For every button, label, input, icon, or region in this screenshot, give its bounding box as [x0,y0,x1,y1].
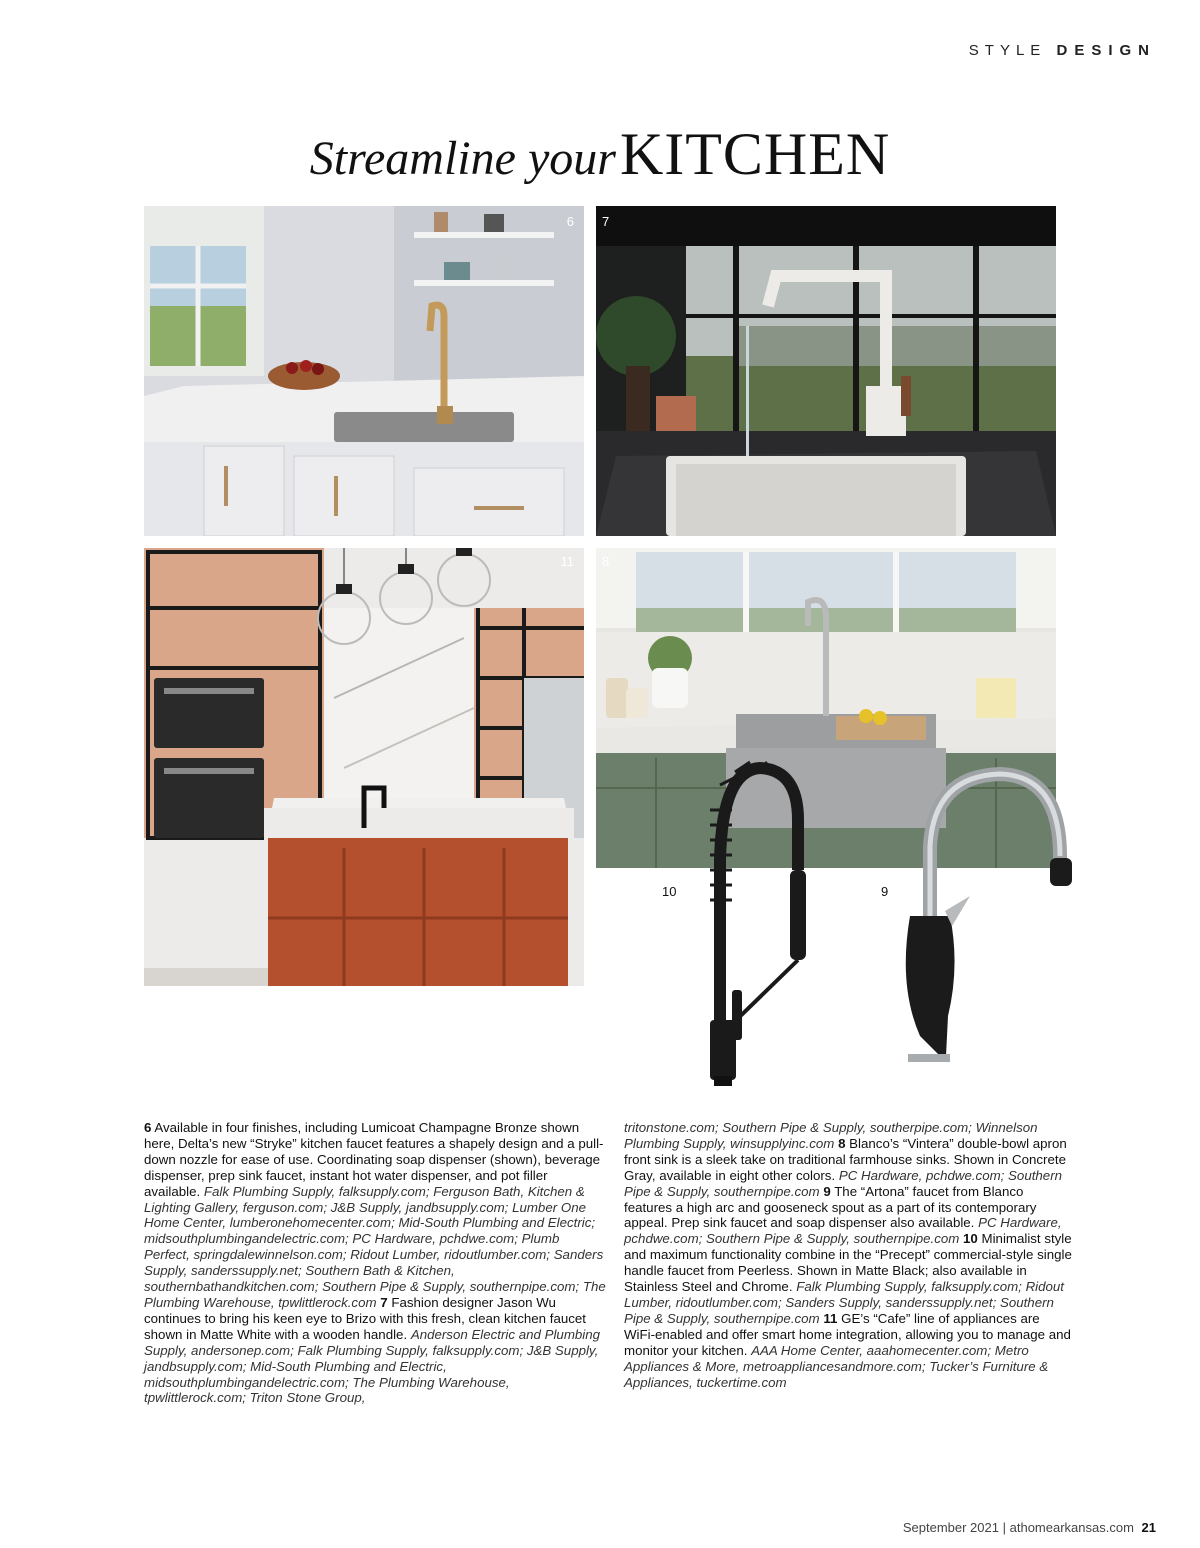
caption-number-9: 9 [819,1183,831,1199]
photo-ge-cafe-kitchen [144,548,584,986]
text-column-left [144,1120,606,1406]
footer-issue: September 2021 [902,1520,999,1535]
product-artona-faucet [890,766,1080,1066]
footer-divider: | [1002,1520,1006,1535]
caption-7-retailers-continued: tritonstone.com; Southern Pipe & Supply, southerpipe.com; Winnelson Plumbing Supply, winsupplyinc.com [624,1120,1038,1151]
caption-number-6: 6 [144,1120,152,1135]
page-title [0,120,1200,189]
caption-6-text: Available in four finishes, including Lumicoat Champagne Bronze shown here, Delta’s new “Stryke” kitchen faucet features a shapely design and a pull-down nozzle for ease of use. Coordinating soap dispenser (shown), beverage dispenser, prep sink faucet, instant hot water dispenser, and pot filler available. [144,1120,604,1199]
caption-number-11: 11 [819,1310,838,1326]
caption-6-retailers: Falk Plumbing Supply, falksupply.com; Ferguson Bath, Kitchen & Lighting Gallery, ferguson.com; J&B Supply, jandbsupply.com; Lumber One Home Center, lumberonehomecenter.com; Mid-South Plumbing and Electric; midsouthplumbingandelectric.com; PC Hardware, pchdwe.com; Plumb Perfect, springdalewinnelson.com; Ridout Lumber, ridoutlumber.com; Sanders Supply, sanderssupply.net; Southern Bath & Kitchen, southernbathandkitchen.com; Southern Pipe & Supply, southernpipe.com; The Plumbing Warehouse, tpwlittlerock.com [144,1183,606,1310]
photo-number-11: 11 [560,554,574,569]
section-label [969,42,1156,59]
caption-8-text: Blanco’s “Vintera” double-bowl apron front sink is a sleek take on traditional farmhouse sinks. Shown in Concrete Gray, available in eight other colors. [624,1135,1067,1183]
text-column-right [624,1120,1074,1390]
photo-number-7: 7 [602,214,610,229]
caption-10-retailers: Falk Plumbing Supply, falksupply.com; Ridout Lumber, ridoutlumber.com; Sanders Supply, sanderssupply.net; Southern Pipe & Supply, southernpipe.com [624,1279,1064,1326]
caption-9-retailers: PC Hardware, pchdwe.com; Southern Pipe & Supply, southernpipe.com [624,1215,1062,1247]
page-footer [903,1520,1156,1535]
product-number-10: 10 [662,884,677,899]
section-label-style: STYLE [968,42,1047,59]
caption-7-retailers: Anderson Electric and Plumbing Supply, andersonep.com; Falk Plumbing Supply, falksupply.com; J&B Supply, jandbsupply.com; Mid-South Plumbing and Electric, midsouthplumbingandelectric.com; The Plumbing Warehouse, tpwlittlerock.com; Triton Stone Group, [144,1326,601,1406]
title-caps: KITCHEN [619,121,891,187]
photo-number-6: 6 [566,214,574,229]
footer-site: athomearkansas.com [1009,1520,1134,1535]
caption-number-10: 10 [959,1231,978,1247]
caption-paragraph-right [624,1120,1074,1390]
caption-9-text: The “Artona” faucet from Blanco features a high arc and gooseneck spout as a part of its contemporary appeal. Prep sink faucet and soap dispenser also available. [624,1183,1037,1231]
caption-11-text: GE’s “Cafe” line of appliances are WiFi-enabled and offer smart home integration, allowing you to manage and monitor your kitchen. [624,1310,1071,1358]
title-italic: Streamline your [309,132,616,185]
caption-number-7: 7 [376,1294,388,1310]
caption-11-retailers: AAA Home Center, aaahomecenter.com; Metro Appliances & More, metroappliancesandmore.com; Tucker’s Furniture & Appliances, tuckertime.com [624,1342,1049,1390]
caption-8-retailers: PC Hardware, pchdwe.com; Southern Pipe & Supply, southernpipe.com [624,1167,1063,1199]
photo-matte-white-faucet [596,206,1056,536]
caption-number-8: 8 [834,1135,846,1151]
product-number-9: 9 [881,884,889,899]
caption-10-text: Minimalist style and maximum functionality combine in the “Precept” commercial-style single handle faucet from Peerless. Shown in Matte Black; also available in Stainless Steel and Chrome. [624,1231,1072,1295]
caption-paragraph-left [144,1120,606,1406]
product-precept-faucet [670,750,810,1090]
section-label-design: DESIGN [1056,42,1156,59]
photo-champagne-bronze-faucet [144,206,584,536]
caption-7-text: Fashion designer Jason Wu continues to bring his keen eye to Brizo with this fresh, clean kitchen faucet shown in Matte White with a wooden handle. [144,1294,586,1342]
page-number: 21 [1141,1520,1156,1535]
photo-number-8: 8 [602,554,610,569]
